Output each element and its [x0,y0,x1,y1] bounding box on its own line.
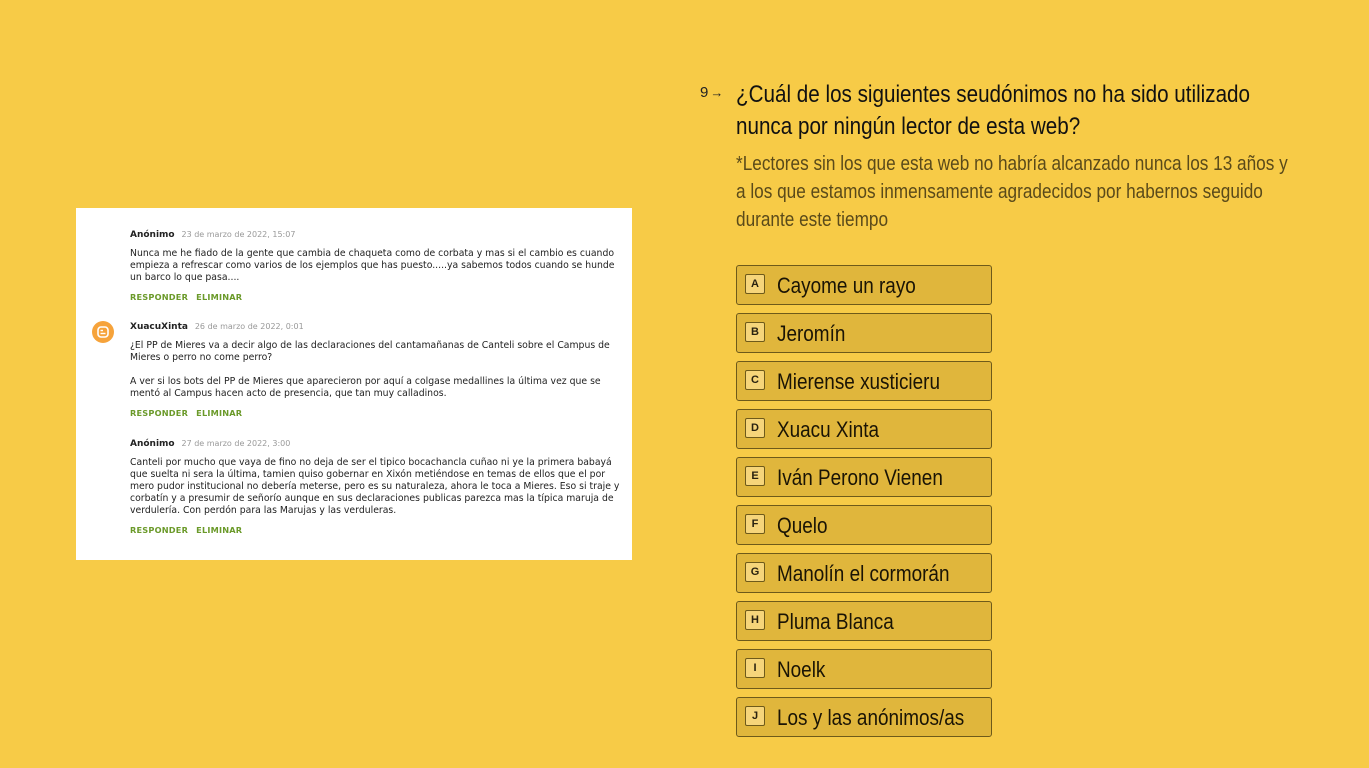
comment-date: 23 de marzo de 2022, 15:07 [181,230,296,239]
comment-text: A ver si los bots del PP de Mieres que aparecieron por aquí a colgase medallines la última vez que se mentó al Campus hacen acto de presencia, que tan muy calladinos. [130,376,601,399]
option-c[interactable] [736,361,992,401]
option-label: Mierense xusticieru [777,369,940,394]
option-key: A [745,274,765,294]
option-key: F [745,514,765,534]
option-label: Quelo [777,513,828,538]
option-d[interactable] [736,409,992,449]
comment [130,321,620,418]
comments-screenshot [76,208,632,560]
option-a[interactable] [736,265,992,305]
comment [130,438,620,535]
comment-date: 26 de marzo de 2022, 0:01 [194,322,304,331]
comment-author: Anónimo [130,439,175,449]
option-b[interactable] [736,313,992,353]
option-j[interactable] [736,697,992,737]
option-label: Noelk [777,657,826,682]
option-h[interactable] [736,601,992,641]
arrow-right-icon: → [710,85,724,100]
option-label: Iván Perono Vienen [777,465,943,490]
option-f[interactable] [736,505,992,545]
option-label: Pluma Blanca [777,609,894,634]
option-key: C [745,370,765,390]
option-key: J [745,706,765,726]
option-key: B [745,322,765,342]
option-key: E [745,466,765,486]
comment-author: Anónimo [130,230,175,240]
delete-link[interactable]: ELIMINAR [196,408,243,418]
option-g[interactable] [736,553,992,593]
comment-text: Nunca me he fiado de la gente que cambia de chaqueta como de corbata y mas si el cambio es cuando empieza a refrescar como varios de los ejemplos que has puesto.....ya sabemos todos cuando se hunde un barco lo que pasa.... [130,248,615,283]
question-number [700,84,723,101]
option-key: G [745,562,765,582]
comment-author: XuacuXinta [130,322,188,332]
comment-text: ¿El PP de Mieres va a decir algo de las declaraciones del cantamañanas de Canteli sobre el Campus de Mieres o perro no come perro? [130,340,610,363]
delete-link[interactable]: ELIMINAR [196,525,243,535]
option-e[interactable] [736,457,992,497]
delete-link[interactable]: ELIMINAR [196,292,243,302]
reply-link[interactable]: RESPONDER [130,408,189,418]
reply-link[interactable]: RESPONDER [130,292,189,302]
option-label: Manolín el cormorán [777,561,950,586]
option-label: Jeromín [777,321,846,346]
option-key: I [745,658,765,678]
option-i[interactable] [736,649,992,689]
option-label: Xuacu Xinta [777,417,880,442]
option-key: D [745,418,765,438]
blogger-icon [92,321,114,343]
option-label: Los y las anónimos/as [777,705,965,730]
question-title: ¿Cuál de los siguientes seudónimos no ha sido utilizado nunca por ningún lector de esta web? [736,81,1251,140]
option-label: Cayome un rayo [777,273,916,298]
comment-text: Canteli por mucho que vaya de fino no deja de ser el tipico bocachancla cuñao ni ye la primera babayá que suelta ni sera la última, tamien quiso gobernar en Xixón metiéndose en temas de ellos que el por mero pudor institucional no debería meterse, pero es su naturaleza, ahora le toca a Mieres. Eso si traje y corbatín y a presumir de señorío aunque en sus declaraciones publicas parezca mas la típica maruja de verdulería. Con perdón para las Marujas y las verduleras. [130,457,620,516]
question-description: *Lectores sin los que esta web no habría alcanzado nunca los 13 años y a los que estamos inmensamente agradecidos por habernos seguido durante este tiempo [736,153,1288,231]
comment-date: 27 de marzo de 2022, 3:00 [181,439,291,448]
comment [130,229,620,302]
option-key: H [745,610,765,630]
question-number-value: 9 [700,84,709,101]
reply-link[interactable]: RESPONDER [130,525,189,535]
